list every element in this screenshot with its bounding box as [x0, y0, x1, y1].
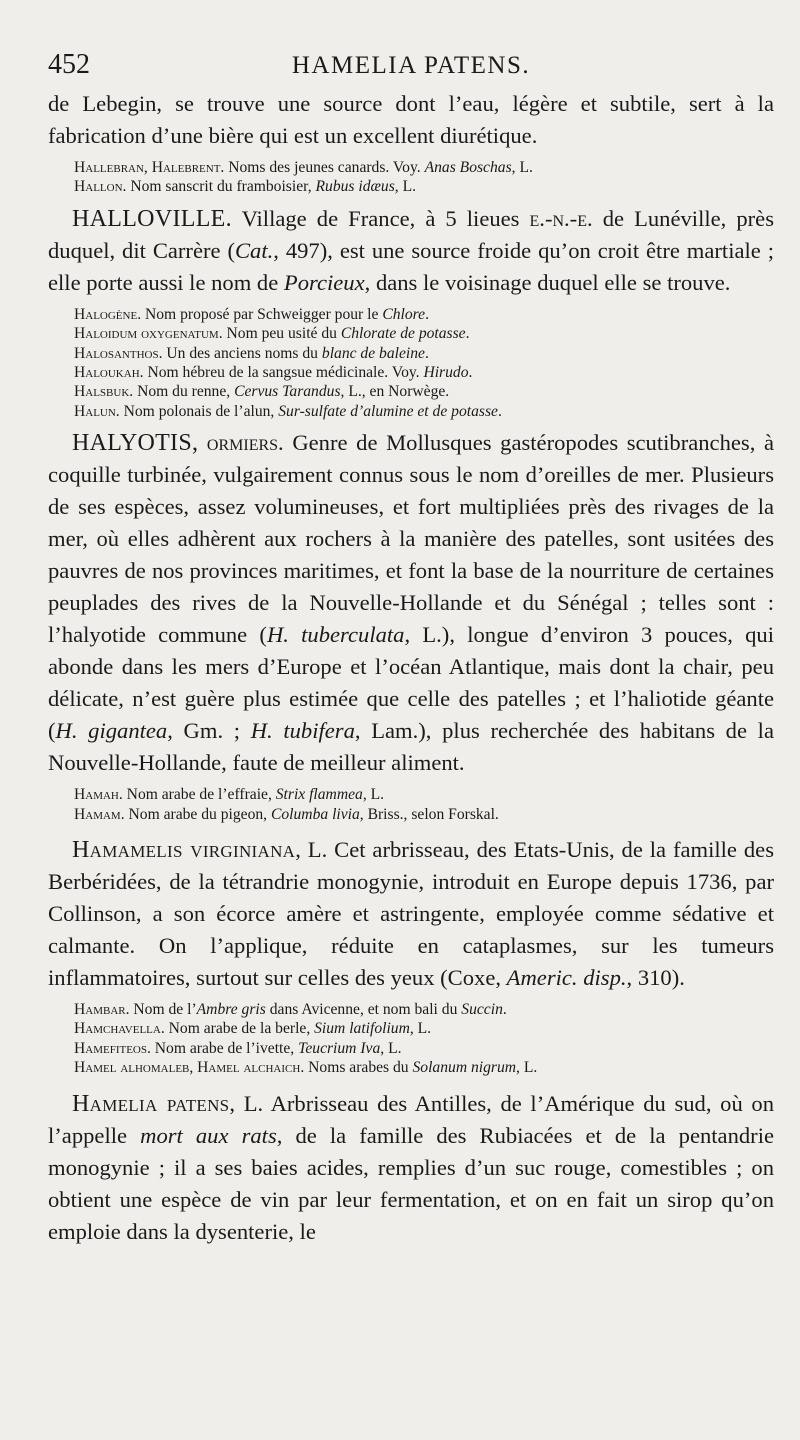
entry-hamamelis: Hamamelis virginiana, L. Cet arbrisseau, des Etats-Unis, de la famille des Berbéridées, de la tétrandrie monogynie, introduit en Europe depuis 1736, par Collinson, a son écorce amère et astringente, employée comme sédative et calmante. On l’applique, réduite en cataplasmes, sur les tumeurs inflammatoires, surtout sur celles des yeux (Coxe, Americ. disp., 310).: [48, 837, 774, 991]
headword: HALYOTIS,: [72, 430, 199, 457]
headword: Hamamelis virginiana: [72, 837, 296, 864]
entry-hambar: Hambar. Nom de l’Ambre gris dans Avicenne, et nom bali du Succin.: [74, 1001, 507, 1019]
entry-haloidum: Haloidum oxygenatum. Nom peu usité du Chlorate de potasse.: [74, 325, 470, 343]
entry-hamelia: Hamelia patens, L. Arbrisseau des Antilles, de l’Amérique du sud, où on l’appelle mort aux rats, de la famille des Rubiacées et de la pentandrie monogynie ; il a ses baies acides, remplies d’un suc rouge, comestibles ; on obtient une espèce de vin par leur fermentation, et on en fait un sirop qu’on emploie dans la dysenterie, le: [48, 1090, 775, 1244]
page-header: [48, 48, 774, 88]
entry-halogene: Halogène. Nom proposé par Schweigger pour le Chlore.: [74, 305, 429, 323]
entry-halloville: HALLOVILLE. Village de France, à 5 lieues e.-n.-e. de Lunéville, près duquel, dit Carrère (Cat., 497), est une source froide qu’on croit être martiale ; elle porte aussi le nom de Porcieux, dans le voisinage duquel elle se trouve.: [48, 205, 775, 295]
entry-hamah: Hamah. Nom arabe de l’effraie, Strix flammea, L.: [74, 786, 385, 804]
headword: Hamelia patens: [72, 1090, 230, 1117]
short-entries-1: [48, 158, 774, 197]
entry-hamel: Hamel alhomaleb, Hamel alchaich. Noms arabes du Solanum nigrum, L.: [74, 1059, 538, 1077]
entry-halsbuk: Halsbuk. Nom du renne, Cervus Tarandus, L., en Norwège.: [74, 383, 450, 401]
intro-paragraph: de Lebegin, se trouve une source dont l’eau, légère et subtile, sert à la fabrication d’une bière qui est un excellent diurétique.: [48, 91, 774, 148]
running-title: HAMELIA PATENS.: [291, 52, 531, 79]
entry-hamam: Hamam. Nom arabe du pigeon, Columba livia, Briss., selon Forskal.: [74, 805, 499, 823]
entry-hallebran: Hallebran, Halebrent. Noms des jeunes canards. Voy. Anas Boschas, L.: [74, 159, 533, 176]
entry-haloukah: Haloukah. Nom hébreu de la sangsue médicinale. Voy. Hirudo.: [74, 364, 473, 382]
entry-halun: Halun. Nom polonais de l’alun, Sur-sulfate d’alumine et de potasse.: [74, 402, 502, 420]
short-entries-2: [48, 305, 774, 421]
short-entries-3: [48, 785, 774, 824]
entry-halyotis: HALYOTIS, ormiers. Genre de Mollusques gastéropodes scutibranches, à coquille turbinée, vulgairement connus sous le nom d’oreilles de mer. Plusieurs de ses espèces, assez volumineuses, et fort multipliées près des rivages de la mer, où elles adhèrent aux rochers à la manière des patelles, sont usitées des pauvres de nos provinces maritimes, et font la base de la nourriture de certaines peuplades des rives de la Nouvelle-Hollande et du Sénégal ; telles sont : l’halyotide commune (H. tuberculata, L.), longue d’environ 3 pouces, qui abonde dans les mers d’Europe et l’océan Atlantique, mais dont la chair, peu délicate, n’est guère plus estimée que celle des patelles ; et l’haliotide géante (H. gigantea, Gm. ; H. tubifera, Lam.), plus recherchée des habitans de la Nouvelle-Hollande, faute de meilleur aliment.: [48, 430, 775, 776]
page-number: 452: [48, 49, 90, 80]
short-entries-4: [48, 1000, 774, 1078]
headword: HALLOVILLE.: [72, 205, 232, 232]
entry-hamchavella: Hamchavella. Nom arabe de la berle, Sium latifolium, L.: [74, 1020, 432, 1038]
entry-hallon: Hallon. Nom sanscrit du framboisier, Rubus idæus, L.: [74, 178, 417, 196]
entry-halosanthos: Halosanthos. Un des anciens noms du blanc de baleine.: [74, 344, 429, 362]
entry-hamefiteos: Hamefiteos. Nom arabe de l’ivette, Teucrium Iva, L.: [74, 1039, 402, 1057]
